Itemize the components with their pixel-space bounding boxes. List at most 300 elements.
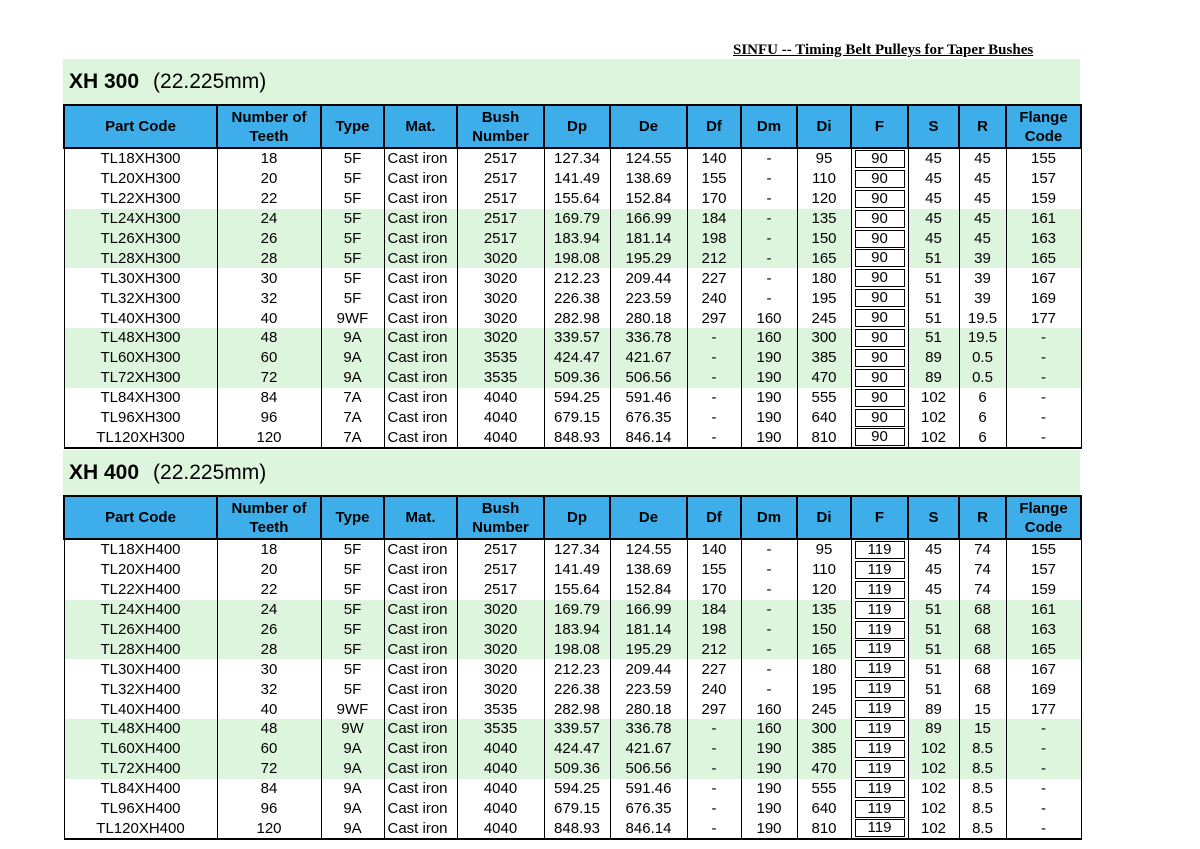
f-value: 119 (855, 541, 905, 559)
cell-df: 240 (687, 679, 741, 699)
cell-material: Cast iron (384, 248, 457, 268)
cell-part-code: TL20XH400 (64, 560, 217, 580)
cell-dp: 141.49 (544, 169, 610, 189)
cell-type: 5F (321, 560, 384, 580)
column-header-df (687, 496, 741, 539)
cell-de: 152.84 (610, 189, 687, 209)
cell-di: 385 (797, 739, 851, 759)
cell-dm: - (741, 169, 797, 189)
cell-material: Cast iron (384, 679, 457, 699)
cell-flange-code: 165 (1006, 639, 1081, 659)
cell-dm: 160 (741, 699, 797, 719)
cell-dm: - (741, 209, 797, 229)
section-title (63, 450, 1080, 495)
cell-dp: 183.94 (544, 229, 610, 249)
cell-type: 5F (321, 169, 384, 189)
column-header-part-code (64, 496, 217, 539)
cell-part-code: TL28XH400 (64, 639, 217, 659)
cell-r: 68 (959, 620, 1006, 640)
table-row (64, 759, 1081, 779)
cell-bush-number: 3535 (457, 348, 544, 368)
column-header-di (797, 105, 851, 148)
f-value: 90 (855, 230, 905, 248)
cell-df: 140 (687, 539, 741, 560)
cell-f (851, 699, 908, 719)
cell-flange-code: 165 (1006, 248, 1081, 268)
cell-material: Cast iron (384, 268, 457, 288)
cell-dp: 424.47 (544, 739, 610, 759)
cell-f (851, 799, 908, 819)
cell-de: 223.59 (610, 288, 687, 308)
column-header-flange-code (1006, 105, 1081, 148)
cell-bush-number: 3020 (457, 600, 544, 620)
cell-s: 45 (908, 229, 959, 249)
column-header-s (908, 496, 959, 539)
cell-df: - (687, 759, 741, 779)
cell-di: 470 (797, 368, 851, 388)
cell-type: 5F (321, 148, 384, 169)
cell-de: 846.14 (610, 818, 687, 839)
cell-teeth: 40 (217, 308, 321, 328)
cell-r: 68 (959, 639, 1006, 659)
header-text: Bush (481, 108, 520, 126)
cell-df: 170 (687, 580, 741, 600)
cell-part-code: TL18XH300 (64, 148, 217, 169)
table-row (64, 229, 1081, 249)
cell-de: 166.99 (610, 209, 687, 229)
table-row (64, 779, 1081, 799)
cell-f (851, 268, 908, 288)
cell-s: 51 (908, 288, 959, 308)
cell-de: 223.59 (610, 679, 687, 699)
cell-f (851, 209, 908, 229)
cell-f (851, 388, 908, 408)
cell-s: 51 (908, 308, 959, 328)
cell-flange-code: 169 (1006, 679, 1081, 699)
header-text: Number of (231, 499, 307, 517)
cell-part-code: TL24XH300 (64, 209, 217, 229)
table-row (64, 328, 1081, 348)
cell-de: 124.55 (610, 539, 687, 560)
header-text: Dp (567, 509, 587, 526)
header-text: Flange (1019, 499, 1068, 517)
cell-f (851, 659, 908, 679)
cell-teeth: 84 (217, 388, 321, 408)
cell-s: 102 (908, 739, 959, 759)
cell-teeth: 20 (217, 169, 321, 189)
cell-dp: 183.94 (544, 620, 610, 640)
header-text: Dm (756, 118, 782, 135)
cell-de: 124.55 (610, 148, 687, 169)
cell-teeth: 48 (217, 719, 321, 739)
cell-bush-number: 2517 (457, 189, 544, 209)
f-value: 90 (855, 369, 905, 387)
cell-part-code: TL32XH300 (64, 288, 217, 308)
cell-part-code: TL28XH300 (64, 248, 217, 268)
document-title: SINFU -- Timing Belt Pulleys for Taper Bushes (733, 42, 1034, 58)
cell-material: Cast iron (384, 580, 457, 600)
cell-material: Cast iron (384, 779, 457, 799)
cell-r: 39 (959, 288, 1006, 308)
cell-type: 9W (321, 719, 384, 739)
cell-material: Cast iron (384, 408, 457, 428)
header-text: Type (335, 118, 370, 135)
header-text: S (928, 509, 939, 526)
cell-part-code: TL72XH300 (64, 368, 217, 388)
cell-bush-number: 2517 (457, 148, 544, 169)
f-value: 90 (855, 210, 905, 228)
cell-s: 89 (908, 719, 959, 739)
cell-dp: 509.36 (544, 368, 610, 388)
cell-f (851, 348, 908, 368)
cell-r: 8.5 (959, 799, 1006, 819)
cell-bush-number: 2517 (457, 580, 544, 600)
cell-s: 102 (908, 799, 959, 819)
cell-dp: 155.64 (544, 580, 610, 600)
cell-material: Cast iron (384, 600, 457, 620)
cell-df: 184 (687, 209, 741, 229)
section-title (63, 59, 1080, 104)
cell-df: - (687, 719, 741, 739)
cell-material: Cast iron (384, 659, 457, 679)
cell-dp: 679.15 (544, 408, 610, 428)
cell-bush-number: 3020 (457, 639, 544, 659)
cell-s: 51 (908, 679, 959, 699)
cell-f (851, 759, 908, 779)
cell-r: 8.5 (959, 779, 1006, 799)
cell-s: 51 (908, 600, 959, 620)
cell-f (851, 739, 908, 759)
cell-df: 227 (687, 268, 741, 288)
pitch-label: (22.225mm) (153, 70, 267, 93)
cell-part-code: TL26XH400 (64, 620, 217, 640)
cell-s: 51 (908, 639, 959, 659)
cell-de: 280.18 (610, 308, 687, 328)
f-value: 90 (855, 329, 905, 347)
cell-teeth: 28 (217, 248, 321, 268)
cell-s: 51 (908, 620, 959, 640)
pitch-label: (22.225mm) (153, 461, 267, 484)
cell-r: 15 (959, 699, 1006, 719)
column-header-type (321, 105, 384, 148)
header-text: Part Code (105, 118, 176, 135)
cell-dp: 339.57 (544, 328, 610, 348)
cell-df: - (687, 348, 741, 368)
cell-dm: 190 (741, 799, 797, 819)
cell-r: 6 (959, 427, 1006, 448)
cell-teeth: 18 (217, 148, 321, 169)
cell-type: 5F (321, 659, 384, 679)
column-header-dm (741, 496, 797, 539)
table-row (64, 560, 1081, 580)
cell-s: 89 (908, 368, 959, 388)
cell-type: 7A (321, 408, 384, 428)
cell-dp: 169.79 (544, 600, 610, 620)
cell-flange-code: 157 (1006, 169, 1081, 189)
column-header-f (851, 496, 908, 539)
cell-bush-number: 2517 (457, 169, 544, 189)
cell-de: 195.29 (610, 639, 687, 659)
cell-di: 120 (797, 580, 851, 600)
table-row (64, 699, 1081, 719)
cell-part-code: TL72XH400 (64, 759, 217, 779)
cell-bush-number: 3020 (457, 288, 544, 308)
cell-dp: 282.98 (544, 308, 610, 328)
f-value: 90 (855, 190, 905, 208)
f-value: 119 (855, 740, 905, 758)
cell-dm: 190 (741, 818, 797, 839)
header-text: Teeth (249, 127, 289, 145)
cell-f (851, 818, 908, 839)
cell-part-code: TL48XH300 (64, 328, 217, 348)
cell-type: 9A (321, 779, 384, 799)
table-row (64, 189, 1081, 209)
cell-r: 45 (959, 169, 1006, 189)
table-row (64, 639, 1081, 659)
cell-s: 102 (908, 818, 959, 839)
cell-flange-code: 167 (1006, 268, 1081, 288)
cell-material: Cast iron (384, 639, 457, 659)
column-header-part-code (64, 105, 217, 148)
cell-dp: 594.25 (544, 779, 610, 799)
cell-s: 102 (908, 759, 959, 779)
cell-material: Cast iron (384, 148, 457, 169)
model-name: XH 300 (69, 70, 140, 93)
cell-bush-number: 4040 (457, 779, 544, 799)
cell-material: Cast iron (384, 209, 457, 229)
cell-flange-code: - (1006, 427, 1081, 448)
cell-type: 5F (321, 189, 384, 209)
header-text: De (638, 509, 659, 526)
header-text: Mat. (405, 118, 436, 135)
cell-type: 7A (321, 388, 384, 408)
cell-part-code: TL20XH300 (64, 169, 217, 189)
cell-dm: - (741, 248, 797, 268)
cell-dp: 848.93 (544, 818, 610, 839)
cell-dp: 848.93 (544, 427, 610, 448)
cell-bush-number: 4040 (457, 408, 544, 428)
cell-type: 5F (321, 539, 384, 560)
cell-dm: - (741, 679, 797, 699)
cell-material: Cast iron (384, 539, 457, 560)
header-text: Di (816, 118, 832, 135)
f-value: 90 (855, 428, 905, 446)
column-header-material (384, 105, 457, 148)
cell-bush-number: 3020 (457, 248, 544, 268)
cell-di: 165 (797, 248, 851, 268)
cell-f (851, 539, 908, 560)
cell-r: 68 (959, 679, 1006, 699)
table-row (64, 659, 1081, 679)
f-value: 119 (855, 640, 905, 658)
cell-dm: 160 (741, 328, 797, 348)
f-value: 90 (855, 409, 905, 427)
cell-flange-code: - (1006, 328, 1081, 348)
cell-de: 166.99 (610, 600, 687, 620)
cell-teeth: 72 (217, 368, 321, 388)
cell-bush-number: 4040 (457, 759, 544, 779)
header-text: R (977, 118, 988, 135)
table-row (64, 818, 1081, 839)
cell-flange-code: 177 (1006, 699, 1081, 719)
f-value: 119 (855, 660, 905, 678)
cell-bush-number: 3020 (457, 268, 544, 288)
cell-di: 135 (797, 209, 851, 229)
cell-di: 150 (797, 620, 851, 640)
cell-dm: 160 (741, 308, 797, 328)
table-row (64, 620, 1081, 640)
cell-teeth: 26 (217, 229, 321, 249)
cell-de: 209.44 (610, 659, 687, 679)
f-value: 119 (855, 581, 905, 599)
f-value: 90 (855, 170, 905, 188)
cell-part-code: TL96XH300 (64, 408, 217, 428)
cell-de: 846.14 (610, 427, 687, 448)
cell-teeth: 30 (217, 659, 321, 679)
table-row (64, 408, 1081, 428)
cell-type: 7A (321, 427, 384, 448)
cell-material: Cast iron (384, 759, 457, 779)
cell-df: 198 (687, 620, 741, 640)
header-text: Df (706, 118, 722, 135)
cell-teeth: 24 (217, 209, 321, 229)
f-value: 119 (855, 800, 905, 818)
table-row (64, 600, 1081, 620)
f-value: 119 (855, 760, 905, 778)
cell-dm: - (741, 229, 797, 249)
f-value: 119 (855, 561, 905, 579)
cell-material: Cast iron (384, 348, 457, 368)
cell-de: 181.14 (610, 229, 687, 249)
cell-de: 138.69 (610, 560, 687, 580)
cell-f (851, 560, 908, 580)
header-text: Flange (1019, 108, 1068, 126)
cell-flange-code: 161 (1006, 600, 1081, 620)
cell-di: 120 (797, 189, 851, 209)
cell-dp: 127.34 (544, 148, 610, 169)
cell-de: 591.46 (610, 388, 687, 408)
cell-teeth: 40 (217, 699, 321, 719)
table-row (64, 268, 1081, 288)
cell-bush-number: 4040 (457, 739, 544, 759)
cell-part-code: TL96XH400 (64, 799, 217, 819)
cell-dm: - (741, 639, 797, 659)
cell-type: 5F (321, 248, 384, 268)
cell-type: 9A (321, 739, 384, 759)
cell-dm: - (741, 560, 797, 580)
cell-bush-number: 3535 (457, 368, 544, 388)
cell-type: 9A (321, 368, 384, 388)
cell-de: 506.56 (610, 368, 687, 388)
cell-flange-code: - (1006, 759, 1081, 779)
header-text: Code (1024, 518, 1063, 536)
column-header-f (851, 105, 908, 148)
cell-teeth: 84 (217, 779, 321, 799)
cell-di: 640 (797, 799, 851, 819)
column-header-de (610, 496, 687, 539)
cell-dm: 190 (741, 348, 797, 368)
cell-de: 676.35 (610, 799, 687, 819)
cell-s: 51 (908, 248, 959, 268)
cell-s: 45 (908, 209, 959, 229)
cell-df: 212 (687, 639, 741, 659)
cell-flange-code: - (1006, 388, 1081, 408)
cell-de: 152.84 (610, 580, 687, 600)
cell-bush-number: 3020 (457, 328, 544, 348)
cell-de: 195.29 (610, 248, 687, 268)
cell-material: Cast iron (384, 427, 457, 448)
cell-r: 39 (959, 248, 1006, 268)
cell-de: 336.78 (610, 719, 687, 739)
f-value: 90 (855, 309, 905, 327)
cell-dm: - (741, 148, 797, 169)
cell-type: 5F (321, 679, 384, 699)
cell-r: 8.5 (959, 818, 1006, 839)
cell-f (851, 580, 908, 600)
cell-di: 165 (797, 639, 851, 659)
cell-material: Cast iron (384, 818, 457, 839)
cell-df: - (687, 368, 741, 388)
table-row (64, 209, 1081, 229)
cell-di: 555 (797, 388, 851, 408)
cell-df: 184 (687, 600, 741, 620)
header-text: Mat. (405, 509, 436, 526)
column-header-di (797, 496, 851, 539)
header-text: De (638, 118, 659, 135)
cell-bush-number: 2517 (457, 229, 544, 249)
cell-bush-number: 3535 (457, 719, 544, 739)
cell-bush-number: 3020 (457, 679, 544, 699)
cell-s: 89 (908, 699, 959, 719)
cell-teeth: 32 (217, 679, 321, 699)
cell-dp: 226.38 (544, 679, 610, 699)
cell-r: 45 (959, 189, 1006, 209)
table-row (64, 308, 1081, 328)
cell-part-code: TL60XH300 (64, 348, 217, 368)
cell-part-code: TL40XH300 (64, 308, 217, 328)
cell-flange-code: 161 (1006, 209, 1081, 229)
cell-dm: 190 (741, 427, 797, 448)
section-xh400 (63, 450, 1080, 840)
cell-f (851, 408, 908, 428)
f-value: 119 (855, 700, 905, 718)
column-header-dm (741, 105, 797, 148)
cell-bush-number: 2517 (457, 209, 544, 229)
table-row (64, 148, 1081, 169)
cell-bush-number: 4040 (457, 388, 544, 408)
cell-r: 8.5 (959, 739, 1006, 759)
f-value: 90 (855, 349, 905, 367)
cell-di: 300 (797, 719, 851, 739)
table-row (64, 248, 1081, 268)
cell-di: 385 (797, 348, 851, 368)
cell-material: Cast iron (384, 368, 457, 388)
cell-teeth: 96 (217, 408, 321, 428)
f-value: 90 (855, 269, 905, 287)
header-text: F (874, 118, 885, 135)
cell-f (851, 308, 908, 328)
cell-part-code: TL120XH300 (64, 427, 217, 448)
cell-type: 5F (321, 639, 384, 659)
cell-dp: 594.25 (544, 388, 610, 408)
f-value: 119 (855, 680, 905, 698)
cell-di: 150 (797, 229, 851, 249)
cell-de: 591.46 (610, 779, 687, 799)
cell-r: 15 (959, 719, 1006, 739)
cell-dp: 509.36 (544, 759, 610, 779)
cell-type: 9WF (321, 699, 384, 719)
cell-bush-number: 3020 (457, 308, 544, 328)
